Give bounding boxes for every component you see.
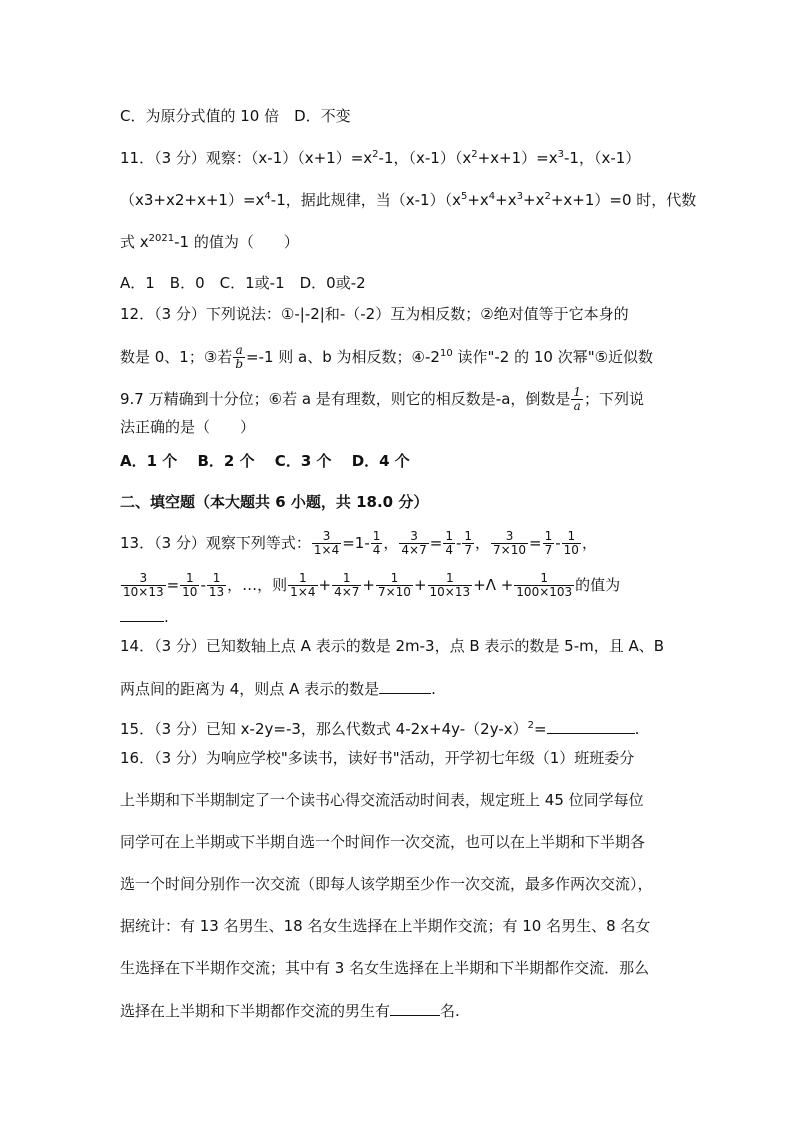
q16-line-4: 选一个时间分别作一次交流（即每人该学期至少作一次交流，最多作两次交流）， — [120, 875, 653, 893]
numerator: 1 — [446, 571, 454, 585]
exponent: 2 — [544, 191, 551, 202]
numerator: 1 — [567, 529, 576, 543]
fraction — [288, 572, 317, 599]
q16-text: 选择在上半期和下半期都作交流的男生有 — [120, 1002, 391, 1020]
q15-text: . — [634, 720, 640, 738]
q15-text: 15．（3 分）已知 x-2y=-3，那么代数式 4-2x+4y-（2y-x） — [120, 720, 528, 738]
q11-text: +x+1）=0 时，代数 — [550, 191, 697, 209]
q11-text: -1，（x-1）（x — [378, 149, 472, 167]
exponent: 3 — [557, 149, 564, 160]
fraction-a-over-b — [233, 344, 245, 371]
q14-line-2 — [120, 678, 436, 699]
q16-line-1: 16．（3 分）为响应学校"多读书，读好书"活动，开学初七年级（1）班班委分 — [120, 749, 635, 767]
denominator: 1×4 — [313, 543, 340, 557]
q11-line-1 — [120, 148, 640, 168]
q13-op: - — [455, 534, 462, 552]
denominator: 7 — [544, 543, 553, 557]
numerator: 3 — [505, 529, 514, 543]
q11-text: 式 x — [120, 233, 149, 251]
numerator: 1 — [372, 529, 381, 543]
q12-line-3 — [120, 386, 644, 413]
q12-options: A．1 个 B．2 个 C．3 个 D．4 个 — [120, 452, 410, 470]
denominator: 4×7 — [401, 543, 427, 557]
exponent: 2021 — [148, 233, 175, 244]
exponent: 3 — [516, 191, 523, 202]
q12-text: 数是 0、1；③若 — [120, 348, 233, 366]
exponent: 4 — [488, 191, 496, 202]
q14-line-1: 14．（3 分）已知数轴上点 A 表示的数是 2m-3，点 B 表示的数是 5-m，且 A、B — [120, 637, 665, 655]
numerator: 3 — [410, 529, 418, 543]
q11-text: +x — [495, 191, 517, 209]
fraction — [332, 572, 361, 599]
exponent: 5 — [460, 191, 468, 202]
q16-line-2: 上半期和下半期制定了一个读书心得交流活动时间表，规定班上 45 位同学每位 — [120, 791, 644, 809]
q13-op: + — [413, 576, 427, 594]
numerator: 1 — [342, 571, 351, 585]
c-option-line: C．为原分式值的 10 倍 D．不变 — [120, 107, 351, 125]
q11-line-3 — [120, 232, 299, 252]
q16-line-7 — [120, 1000, 460, 1021]
fraction — [312, 530, 341, 557]
section-title: 二、填空题（本大题共 6 小题，共 18.0 分） — [120, 493, 429, 511]
q13-op: +Λ + — [473, 576, 514, 594]
exponent: 2 — [527, 720, 535, 731]
q16-line-3: 同学可在上半期或下半期自选一个时间作一次交流，也可以在上半期和下半期各 — [120, 833, 646, 851]
q13-op: - — [200, 576, 206, 594]
q11-options: A．1 B．0 C．1或-1 D．0或-2 — [120, 274, 366, 292]
q13-text: . — [164, 608, 169, 626]
q12-text: 9.7 万精确到十分位；⑥若 a 是有理数，则它的相反数是-a，倒数是 — [120, 390, 571, 408]
numerator: 1 — [464, 529, 473, 543]
q11-text: 11．（3 分）观察：（x-1）（x+1）=x — [120, 149, 373, 167]
denominator: b — [235, 357, 243, 371]
numerator: 1 — [212, 571, 221, 585]
denominator: a — [571, 399, 583, 413]
q12-line-4: 法正确的是（ ） — [120, 418, 256, 436]
q13-op: + — [362, 576, 375, 594]
q13-op: = — [529, 534, 542, 552]
fraction — [562, 530, 581, 557]
q16-line-5: 据统计：有 13 名男生、18 名女生选择在上半期作交流；有 10 名男生、8 名女 — [120, 917, 651, 935]
denominator: 7 — [464, 543, 473, 557]
q12-text: ；下列说 — [584, 390, 645, 408]
denominator: 4 — [372, 543, 381, 557]
denominator: 10 — [563, 543, 579, 557]
q14-text: 两点间的距离为 4，则点 A 表示的数是 — [120, 680, 380, 698]
denominator: 4 — [445, 543, 453, 557]
numerator: 1 — [445, 529, 453, 543]
denominator: 10×13 — [429, 585, 471, 599]
fraction — [462, 530, 474, 557]
answer-blank[interactable] — [390, 1000, 440, 1016]
q14-text: . — [431, 680, 436, 698]
q11-text: +x+1）=x — [477, 149, 558, 167]
denominator: 10×13 — [123, 585, 164, 599]
numerator: 1 — [544, 529, 553, 543]
q13-op: ， — [581, 534, 597, 552]
answer-blank[interactable] — [547, 718, 635, 734]
q15-line — [120, 718, 639, 739]
q13-op: - — [555, 534, 561, 552]
q13-op: ， — [383, 534, 399, 552]
fraction — [443, 530, 455, 557]
q11-text: +x — [467, 191, 489, 209]
fraction — [376, 572, 413, 599]
q11-text: -1 的值为（ ） — [174, 233, 299, 251]
q13-op: = — [429, 534, 443, 552]
fraction — [121, 572, 166, 599]
denominator: 7×10 — [493, 543, 527, 557]
q11-text: +x — [523, 191, 545, 209]
exponent: 4 — [264, 191, 271, 202]
fraction — [180, 572, 199, 599]
numerator: 3 — [139, 571, 148, 585]
q16-line-6: 生选择在下半期作交流；其中有 3 名女生选择在上半期和下半期都作交流．那么 — [120, 959, 650, 977]
fraction-1-over-a — [571, 386, 583, 413]
numerator: 1 — [390, 571, 399, 585]
q11-text: -1，据此规律，当（x-1）（x — [270, 191, 461, 209]
numerator: a — [235, 343, 243, 357]
exponent: 2 — [372, 149, 379, 160]
exponent: 10 — [439, 348, 453, 359]
fraction — [399, 530, 428, 557]
q16-text: 名. — [440, 1002, 460, 1020]
q12-text: 读作"-2 的 10 次幂"⑤近似数 — [452, 348, 654, 366]
q13-line-2 — [120, 572, 620, 599]
fraction — [491, 530, 528, 557]
fraction — [207, 572, 226, 599]
fraction — [514, 572, 574, 599]
denominator: 1×4 — [290, 585, 316, 599]
fraction — [371, 530, 383, 557]
exponent: 2 — [471, 149, 478, 160]
q12-line-2 — [120, 344, 653, 371]
fraction — [428, 572, 473, 599]
numerator: 1 — [185, 571, 194, 585]
denominator: 7×10 — [377, 585, 411, 599]
denominator: 10 — [182, 585, 198, 599]
denominator: 13 — [208, 585, 225, 599]
numerator: 1 — [573, 385, 582, 399]
denominator: 100×103 — [516, 585, 573, 599]
fraction — [543, 530, 555, 557]
q13-text: 的值为 — [575, 576, 621, 594]
q13-op: = — [166, 576, 180, 594]
numerator: 1 — [540, 571, 549, 585]
q13-op: + — [318, 576, 332, 594]
q11-text: -1，（x-1） — [563, 149, 641, 167]
numerator: 1 — [299, 571, 307, 585]
q13-op: ，…，则 — [227, 576, 288, 594]
q11-text: （x3+x2+x+1）=x — [120, 191, 265, 209]
q13-line-1 — [120, 530, 597, 557]
q15-text: = — [534, 720, 547, 738]
q13-op: =1- — [342, 534, 370, 552]
q11-line-2 — [120, 190, 696, 210]
numerator: 3 — [322, 529, 331, 543]
q12-line-1: 12．（3 分）下列说法：①-|-2|和-（-2）互为相反数；②绝对值等于它本身的 — [120, 305, 629, 323]
q13-answer-line — [120, 606, 169, 627]
answer-blank[interactable] — [379, 678, 431, 694]
q13-text: 13．（3 分）观察下列等式： — [120, 534, 311, 552]
denominator: 4×7 — [334, 585, 360, 599]
q13-op: ， — [475, 534, 491, 552]
q12-text: =-1 则 a、b 为相反数；④-2 — [246, 348, 440, 366]
answer-blank[interactable] — [120, 606, 164, 622]
